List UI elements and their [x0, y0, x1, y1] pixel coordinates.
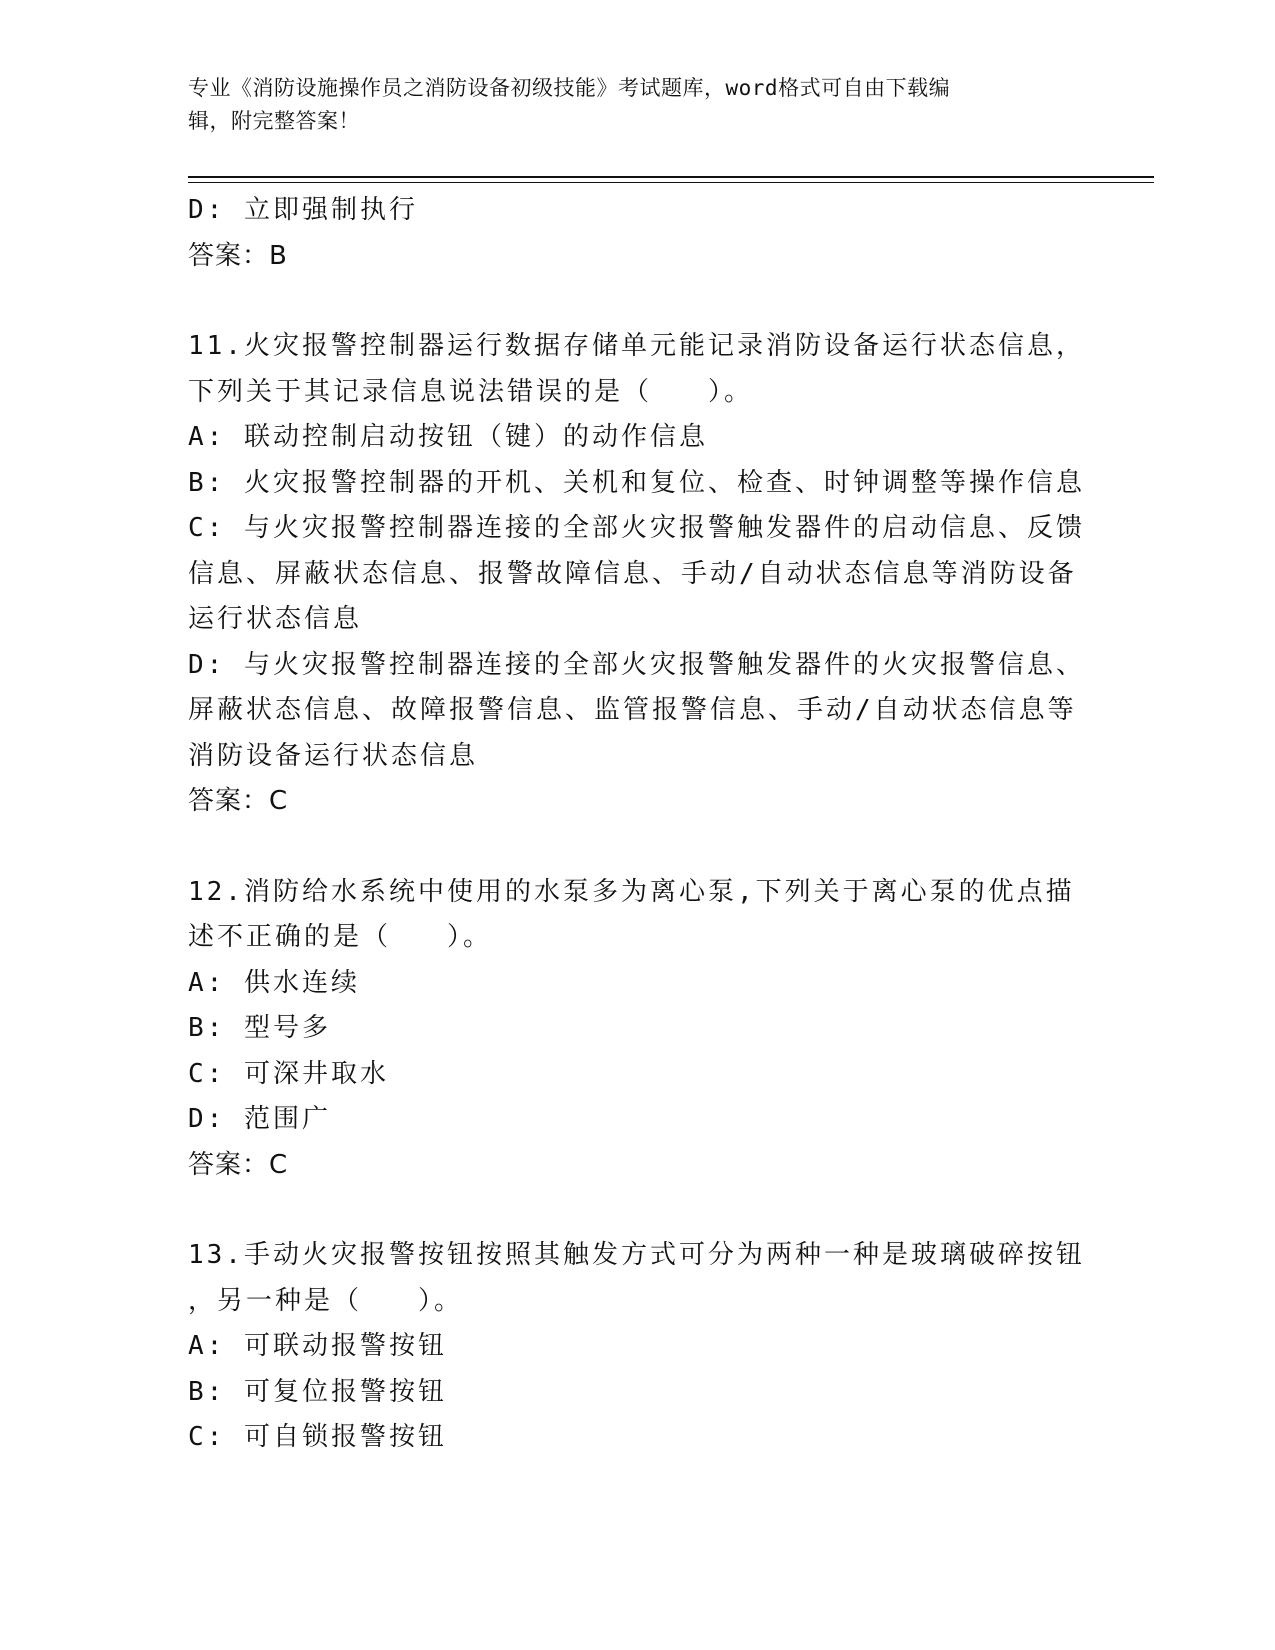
- option-b: B: 可复位报警按钮: [188, 1376, 447, 1407]
- question-stem-line: ，另一种是（ ）。: [188, 1285, 463, 1316]
- option-d-continued: 消防设备运行状态信息: [188, 740, 479, 771]
- header-line-2: 辑，附完整答案！: [188, 109, 360, 133]
- question-stem-line: 11.火灾报警控制器运行数据存储单元能记录消防设备运行状态信息，: [188, 331, 1085, 361]
- option-b: B: 火灾报警控制器的开机、关机和复位、检查、时钟调整等操作信息: [188, 467, 1085, 498]
- header-divider-thick: [188, 176, 1154, 178]
- option-a: A: 联动控制启动按钮（键）的动作信息: [188, 422, 708, 452]
- document-header: [188, 72, 1068, 138]
- answer-line: 答案：B: [188, 240, 288, 271]
- question-stem-line: 12.消防给水系统中使用的水泵多为离心泵,下列关于离心泵的优点描: [188, 876, 1075, 907]
- option-d: D: 与火灾报警控制器连接的全部火灾报警触发器件的火灾报警信息、: [188, 649, 1085, 680]
- question-content: [188, 188, 1088, 1461]
- option-c: C: 与火灾报警控制器连接的全部火灾报警触发器件的启动信息、反馈: [188, 513, 1085, 543]
- spacer: [188, 825, 1088, 870]
- option-a: A: 可联动报警按钮: [188, 1331, 447, 1361]
- option-c: C: 可深井取水: [188, 1058, 389, 1089]
- header-divider-thin: [188, 182, 1154, 183]
- question-12: [188, 870, 1088, 1189]
- spacer: [188, 279, 1088, 324]
- option-b: B: 型号多: [188, 1013, 331, 1043]
- question-11: [188, 324, 1088, 825]
- option-d-continued: 屏蔽状态信息、故障报警信息、监管报警信息、手动/自动状态信息等: [188, 695, 1077, 725]
- option-d: D: 范围广: [188, 1104, 331, 1134]
- option-c-continued: 信息、屏蔽状态信息、报警故障信息、手动/自动状态信息等消防设备: [188, 558, 1077, 589]
- option-a: A: 供水连续: [188, 967, 360, 998]
- option-c-continued: 运行状态信息: [188, 604, 363, 634]
- question-stem-line: 下列关于其记录信息说法错误的是（ ）。: [188, 376, 753, 407]
- option-c: C: 可自锁报警按钮: [188, 1422, 447, 1452]
- question-13: [188, 1233, 1088, 1461]
- spacer: [188, 1188, 1088, 1233]
- question-stem-line: 13.手动火灾报警按钮按照其触发方式可分为两种一种是玻璃破碎按钮: [188, 1240, 1085, 1270]
- header-line-1: 专业《消防设施操作员之消防设备初级技能》考试题库，word格式可自由下载编: [188, 76, 951, 100]
- question-stem-line: 述不正确的是（ ）。: [188, 922, 492, 952]
- option-d: D: 立即强制执行: [188, 195, 418, 225]
- answer-line: 答案：C: [188, 1149, 289, 1180]
- previous-question-tail: [188, 188, 1088, 279]
- answer-line: 答案：C: [188, 786, 289, 816]
